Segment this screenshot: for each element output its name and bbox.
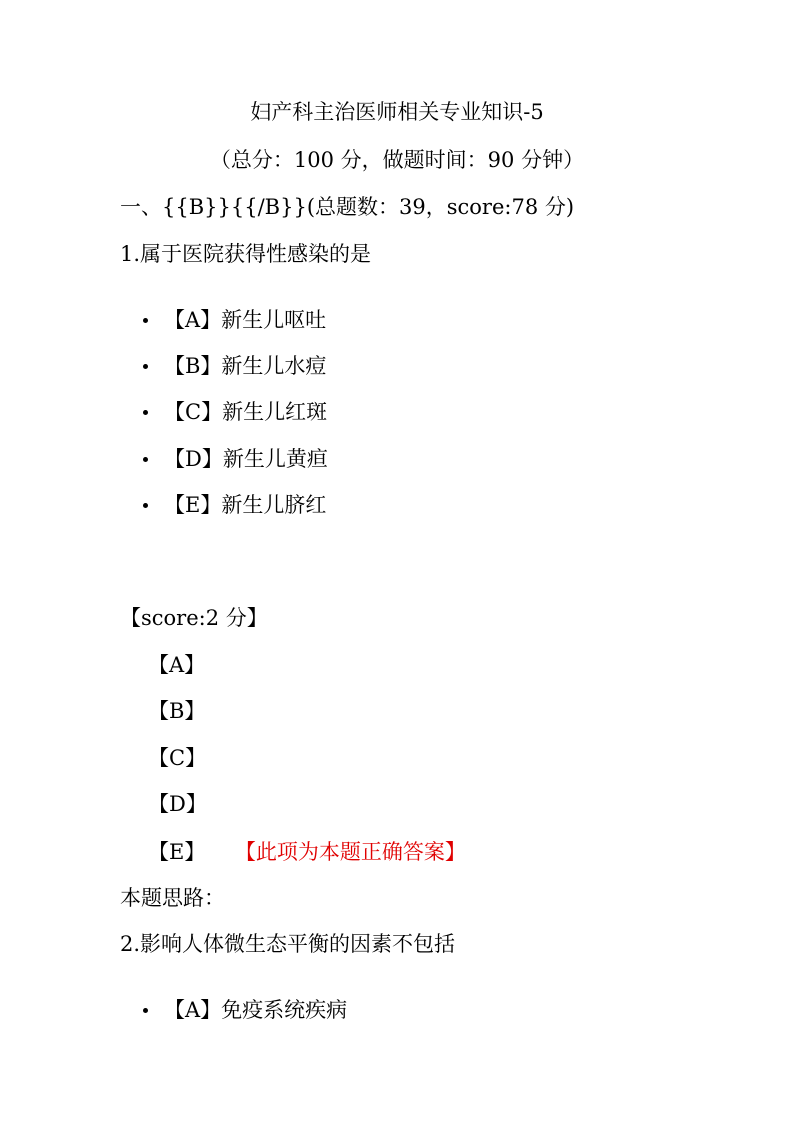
question-2-option-a	[143, 996, 347, 1024]
bullet-icon	[143, 457, 148, 462]
option-text: 【B】新生儿水痘	[164, 354, 327, 378]
option-text: 【C】新生儿红斑	[164, 400, 328, 424]
question-2-stem: 2.影响人体微生态平衡的因素不包括	[120, 932, 456, 956]
question-1-option-e	[143, 491, 326, 519]
option-text: 【D】新生儿黄疸	[164, 447, 328, 471]
bullet-icon	[143, 364, 148, 369]
option-text: 【E】新生儿脐红	[164, 493, 327, 517]
answer-key-a: 【A】	[148, 653, 206, 677]
correct-answer-marker: 【此项为本题正确答案】	[245, 840, 466, 864]
document-subtitle: （总分：100 分，做题时间：90 分钟）	[209, 148, 585, 172]
answer-key-c: 【C】	[148, 746, 207, 770]
bullet-icon	[143, 410, 148, 415]
question-1-option-d	[143, 445, 328, 473]
question-1-stem: 1.属于医院获得性感染的是	[120, 242, 372, 266]
explanation-label: 本题思路：	[120, 886, 225, 910]
answer-key-e-row	[148, 838, 466, 866]
option-text: 【A】新生儿呕吐	[164, 308, 327, 332]
answer-key-d: 【D】	[148, 792, 207, 816]
question-1-option-a	[143, 306, 326, 334]
option-text: 【A】免疫系统疾病	[164, 998, 348, 1022]
section-header: 一、{{B}}{{/B}}(总题数：39，score:78 分)	[120, 195, 575, 219]
question-1-score: 【score:2 分】	[120, 606, 268, 630]
bullet-icon	[143, 503, 148, 508]
answer-key-e: 【E】	[148, 840, 206, 864]
bullet-icon	[143, 1008, 148, 1013]
question-1-option-b	[143, 352, 326, 380]
answer-key-b: 【B】	[148, 699, 206, 723]
document-title: 妇产科主治医师相关专业知识-5	[250, 100, 544, 124]
question-1-option-c	[143, 398, 327, 426]
bullet-icon	[143, 318, 148, 323]
